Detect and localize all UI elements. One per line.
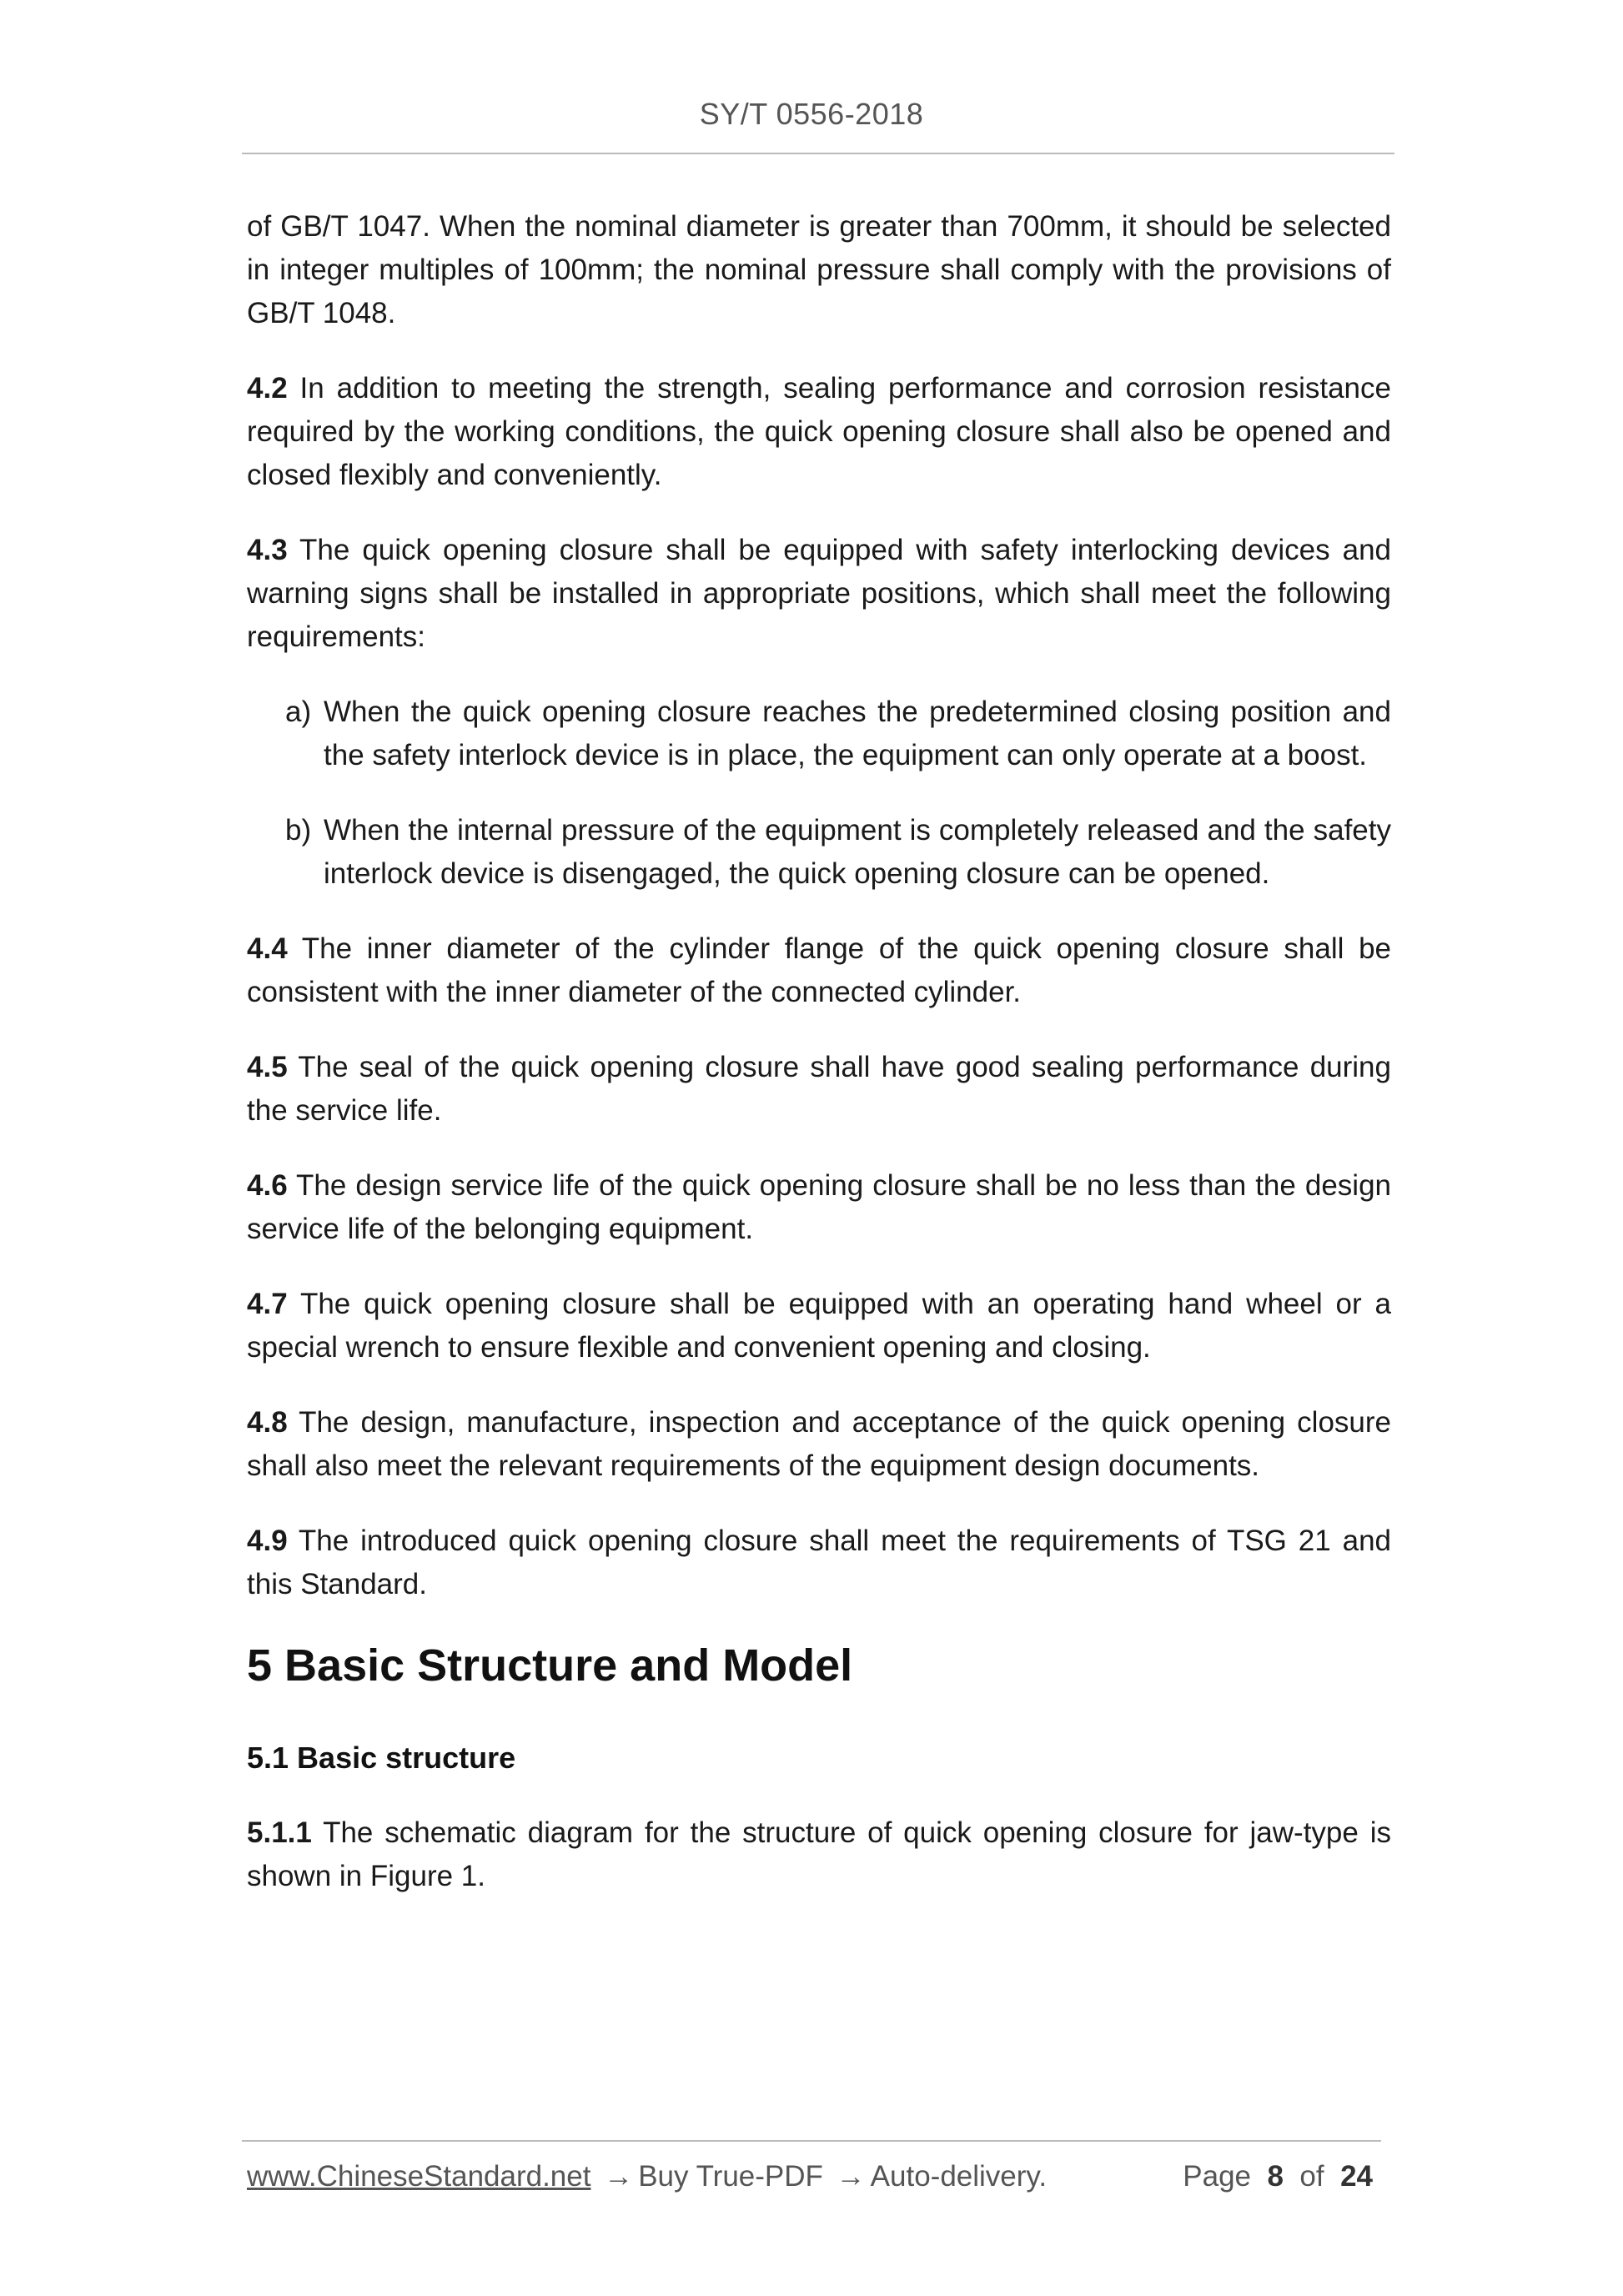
- clause-text: In addition to meeting the strength, sealing performance and corrosion resistance required by the working conditions, the quick opening closure shall also be opened and closed flexibly and conveniently.: [247, 372, 1391, 491]
- clause-text: The seal of the quick opening closure shall have good sealing performance during the service life.: [247, 1051, 1391, 1127]
- page-counter: [1183, 2160, 1373, 2193]
- clause-text: The quick opening closure shall be equipped with an operating hand wheel or a special wrench to ensure flexible and convenient opening and closing.: [247, 1288, 1392, 1364]
- list-marker: b): [285, 814, 312, 847]
- clause-number: 4.3: [247, 534, 288, 566]
- header-divider: [242, 153, 1394, 154]
- intro-paragraph: of GB/T 1047. When the nominal diameter is greater than 700mm, it should be selected in integer multiples of 100mm; the nominal pressure shall comply with the provisions of GB/T 1048.: [247, 210, 1391, 329]
- list-item-text: When the internal pressure of the equipment is completely released and the safety interlock device is disengaged, the quick opening closure can be opened.: [324, 814, 1391, 890]
- clause-text: The design service life of the quick opening closure shall be no less than the design service life of the belonging equipment.: [247, 1169, 1392, 1245]
- footer-divider: [242, 2140, 1381, 2142]
- clause-4-8: [247, 1401, 1391, 1488]
- arrow-right-icon: →: [836, 2160, 866, 2193]
- clause-4-5: [247, 1046, 1391, 1133]
- footer-promo: [247, 2160, 1047, 2193]
- clause-number: 4.4: [247, 932, 288, 965]
- section-title: 5 Basic Structure and Model: [247, 1640, 853, 1691]
- clause-4-6: [247, 1164, 1391, 1251]
- list-item-b: [247, 809, 1391, 896]
- clause-number: 4.6: [247, 1169, 288, 1202]
- clause-number: 4.5: [247, 1051, 288, 1083]
- clause-number: 4.2: [247, 372, 288, 404]
- clause-4-9: [247, 1520, 1391, 1606]
- list-item-a: [247, 691, 1391, 777]
- page-header-code: SY/T 0556-2018: [699, 97, 924, 131]
- subsection-title: 5.1 Basic structure: [247, 1741, 516, 1775]
- of-word: of: [1299, 2160, 1324, 2193]
- clause-4-3: [247, 529, 1391, 659]
- clause-4-4: [247, 927, 1391, 1014]
- page-word: Page: [1183, 2160, 1252, 2193]
- arrow-right-icon: →: [604, 2160, 634, 2193]
- list-marker: a): [285, 696, 312, 728]
- clause-number: 5.1.1: [247, 1816, 312, 1849]
- clause-text: The quick opening closure shall be equipped with safety interlocking devices and warning signs shall be installed in appropriate positions, which shall meet the following requirements:: [247, 534, 1391, 653]
- clause-text: The schematic diagram for the structure of quick opening closure for jaw-type is shown in Figure 1.: [247, 1816, 1391, 1892]
- page-total: 24: [1340, 2160, 1373, 2193]
- website-link[interactable]: www.ChineseStandard.net: [247, 2160, 591, 2193]
- buy-text: Buy True-PDF: [638, 2160, 823, 2193]
- list-item-text: When the quick opening closure reaches the predetermined closing position and the safety interlock device is in place, the equipment can only operate at a boost.: [324, 696, 1391, 771]
- clause-4-2: [247, 367, 1391, 497]
- clause-text: The introduced quick opening closure shall meet the requirements of TSG 21 and this Standard.: [247, 1525, 1391, 1600]
- clause-number: 4.9: [247, 1525, 288, 1557]
- page-content: [247, 205, 1391, 1930]
- clause-text: The inner diameter of the cylinder flange of the quick opening closure shall be consistent with the inner diameter of the connected cylinder.: [247, 932, 1392, 1008]
- clause-4-7: [247, 1283, 1391, 1369]
- page-number: 8: [1267, 2160, 1284, 2193]
- clause-number: 4.8: [247, 1406, 288, 1439]
- clause-text: The design, manufacture, inspection and acceptance of the quick opening closure shall also meet the relevant requirements of the equipment design documents.: [247, 1406, 1391, 1482]
- clause-number: 4.7: [247, 1288, 288, 1320]
- clause-5-1-1: [247, 1811, 1391, 1898]
- delivery-text: Auto-delivery.: [870, 2160, 1048, 2193]
